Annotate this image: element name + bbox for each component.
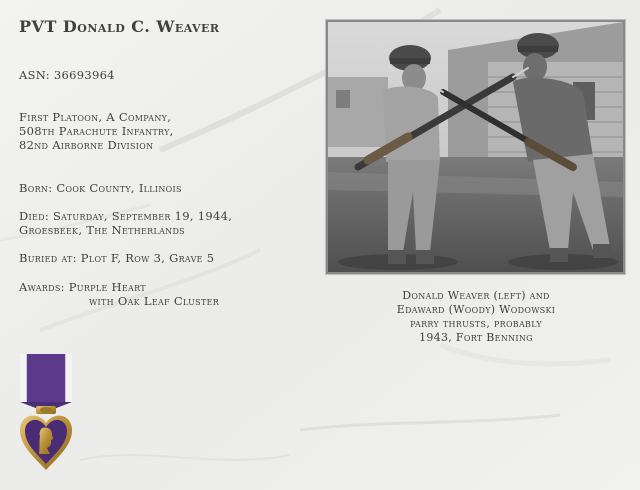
- caption-line-4: 1943, Fort Benning: [419, 331, 533, 344]
- died-line-date: Died: Saturday, September 19, 1944,: [19, 209, 233, 223]
- buried-field: Buried at: Plot F, Row 3, Grave 5: [19, 251, 215, 265]
- caption-line-3: parry thrusts, probably: [410, 317, 542, 330]
- caption-line-1: Donald Weaver (left) and: [402, 289, 550, 302]
- unit-line-platoon: First Platoon, A Company,: [19, 110, 172, 124]
- page-title: PVT Donald C. Weaver: [19, 17, 220, 36]
- unit-line-regiment: 508th Parachute Infantry,: [19, 124, 174, 138]
- awards-field: [19, 280, 219, 308]
- caption-line-2: Edaward (Woody) Wodowski: [396, 303, 556, 316]
- awards-line-medal: Awards: Purple Heart: [19, 280, 146, 294]
- photo-caption: [326, 289, 626, 345]
- died-field: [19, 209, 232, 237]
- asn-field: ASN: 36693964: [19, 68, 115, 82]
- soldiers-photo: [326, 20, 625, 274]
- unit-line-division: 82nd Airborne Division: [19, 138, 154, 152]
- unit-field: [19, 110, 174, 152]
- purple-heart-medal-icon: [17, 352, 75, 474]
- awards-line-cluster: with Oak Leaf Cluster: [89, 294, 220, 308]
- died-line-place: Groesbeek, The Netherlands: [19, 223, 185, 237]
- born-field: Born: Cook County, Illinois: [19, 181, 182, 195]
